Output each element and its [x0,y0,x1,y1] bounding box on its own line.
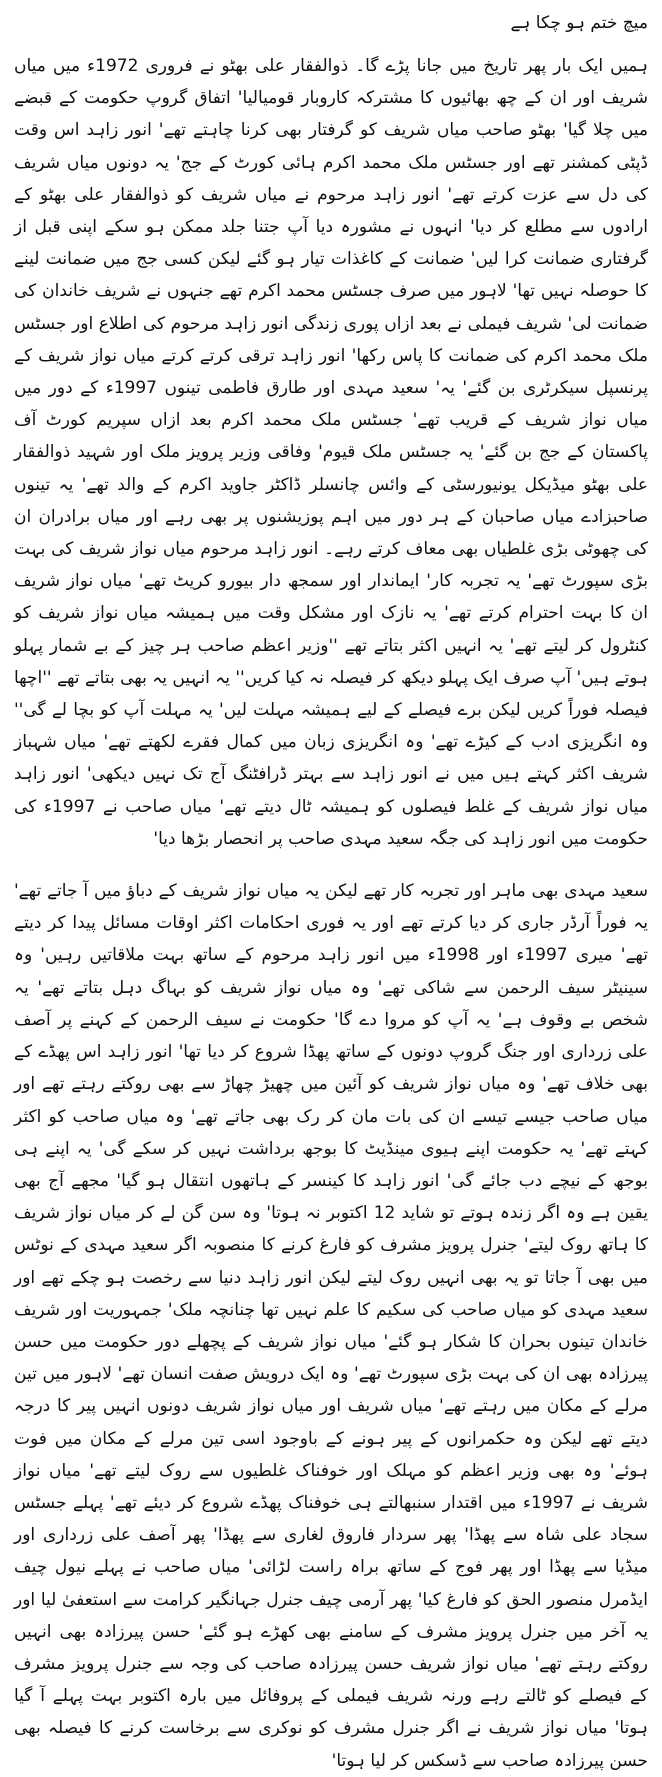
article-column [14,0,648,1777]
article-headline: میچ ختم ہو چکا ہے [510,13,648,33]
article-paragraph-2: سعید مہدی بھی ماہر اور تجربہ کار تھے لیکن یہ میاں نواز شریف کے دباؤ میں آ جاتے تھے' یہ فوراً آرڈر جاری کر دیا کرتے تھے اور یہ فوری احکامات اکثر اوقات مسائل پیدا کر دیتے تھے' میری 1997ء اور 1998ء میں انور زاہد مرحوم کے ساتھ بہت ملاقاتیں رہیں' وہ سینیٹر سیف الرحمن سے شاکی تھے' وہ میاں نواز شریف کو بہاگ دہل بتاتے تھے' یہ شخص بے وقوف ہے' یہ آپ کو مروا دے گا' حکومت نے سیف الرحمن کے کہنے پر آصف علی زرداری اور جنگ گروپ دونوں کے ساتھ پھڈا شروع کر دیا تھا' انور زاہد اس پھڈے کے بھی خلاف تھے' وہ میاں نواز شریف کو آئین میں چھیڑ چھاڑ سے بھی روکتے رہتے تھے اور میاں صاحب جیسے تیسے ان کی بات مان کر رک بھی جاتے تھے' وہ میاں صاحب کو اکثر کہتے تھے' یہ حکومت اپنے ہیوی مینڈیٹ کا بوجھ برداشت نہیں کر سکے گی' یہ اپنے ہی بوجھ کے نیچے دب جائے گی' انور زاہد کا کینسر کے ہاتھوں انتقال ہو گیا' مجھے آج بھی یقین ہے وہ اگر زندہ ہوتے تو شاید 12 اکتوبر نہ ہوتا' وہ سن گن لے کر میاں نواز شریف کا ہاتھ روک لیتے' جنرل پرویز مشرف کو فارغ کرنے کا منصوبہ اگر سعید مہدی کے نوٹس میں بھی آ جاتا تو یہ بھی انہیں روک لیتے لیکن انور زاہد دنیا سے رخصت ہو چکے تھے اور سعید مہدی کو میاں صاحب کی سکیم کا علم نہیں تھا چنانچہ ملک' جمہوریت اور شریف خاندان تینوں بحران کا شکار ہو گئے' میاں نواز شریف کے پچھلے دور حکومت میں حسن پیرزادہ بھی ان کی بہت بڑی سپورٹ تھے' وہ ایک درویش صفت انسان تھے' لاہور میں تین مرلے کے مکان میں رہتے تھے' میاں شریف اور میاں نواز شریف دونوں انہیں پیر کا درجہ دیتے تھے لیکن وہ حکمرانوں کے پیر ہونے کے باوجود اسی تین مرلے کے مکان میں فوت ہوئے' وہ بھی وزیر اعظم کو مہلک اور خوفناک غلطیوں سے روک لیتے تھے' میاں نواز شریف نے 1997ء میں اقتدار سنبھالتے ہی خوفناک پھڈے شروع کر دیئے تھے' پہلے جسٹس سجاد علی شاہ سے پھڈا' پھر سردار فاروق لغاری سے پھڈا' پھر آصف علی زرداری اور میڈیا سے پھڈا اور پھر فوج کے ساتھ براہ راست لڑائی' میاں صاحب نے پہلے نیول چیف ایڈمرل منصور الحق کو فارغ کیا' پھر آرمی چیف جنرل جہانگیر کرامت سے استعفیٰ لیا اور یہ آخر میں جنرل پرویز مشرف کے سامنے بھی کھڑے ہو گئے' حسن پیرزادہ بھی انہیں روکتے رہتے تھے' میاں نواز شریف حسن پیرزادہ صاحب کی وجہ سے جنرل پرویز مشرف کے فیصلے کو ٹالتے رہے ورنہ شریف فیملی کے پروفائل میں بارہ اکتوبر بہت پہلے آ گیا ہوتا' میاں نواز شریف نے اگر جنرل مشرف کو نوکری سے برخاست کرنے کا فیصلہ بھی حسن پیرزادہ صاحب سے ڈسکس کر لیا ہوتا' [14,881,648,1771]
article-paragraph-1: ہمیں ایک بار پھر تاریخ میں جانا پڑے گا۔ ذوالفقار علی بھٹو نے فروری 1972ء میں میاں شریف اور ان کے چھ بھائیوں کا مشترکہ کاروبار قومیالیا' اتفاق گروپ حکومت کے قبضے میں چلا گیا' بھٹو صاحب میاں شریف کو گرفتار بھی کرنا چاہتے تھے' انور زاہد اس وقت ڈپٹی کمشنر تھے اور جسٹس ملک محمد اکرم ہائی کورٹ کے جج' یہ دونوں میاں شریف کی دل سے عزت کرتے تھے' انور زاہد مرحوم نے میاں شریف کو ذوالفقار علی بھٹو کے ارادوں سے مطلع کر دیا' انہوں نے مشورہ دیا آپ جتنا جلد ممکن ہو سکے اپنی قبل از گرفتاری ضمانت کرا لیں' ضمانت کے کاغذات تیار ہو گئے لیکن کسی جج میں ضمانت لینے کا حوصلہ نہیں تھا' لاہور میں صرف جسٹس محمد اکرم تھے جنہوں نے شریف خاندان کی ضمانت لی' شریف فیملی نے بعد ازاں پوری زندگی انور زاہد مرحوم کی اطلاع اور جسٹس ملک محمد اکرم کی ضمانت کا پاس رکھا' انور زاہد ترقی کرتے کرتے میاں نواز شریف کے پرنسپل سیکرٹری بن گئے' یہ' سعید مہدی اور طارق فاطمی تینوں 1997ء کے دور میں میاں نواز شریف کے قریب تھے' جسٹس ملک محمد اکرم بعد ازاں سپریم کورٹ آف پاکستان کے جج بن گئے' یہ جسٹس ملک قیوم' وفاقی وزیر پرویز ملک اور شہید ذوالفقار علی بھٹو میڈیکل یونیورسٹی کے وائس چانسلر ڈاکٹر جاوید اکرم کے والد تھے' یہ تینوں صاحبزادے میاں صاحبان کے ہر دور میں اہم پوزیشنوں پر بھی رہے اور میاں برادران ان کی چھوٹی بڑی غلطیاں بھی معاف کرتے رہے۔ انور زاہد مرحوم میاں نواز شریف کی بہت بڑی سپورٹ تھے' یہ تجربہ کار' ایماندار اور سمجھ دار بیورو کریٹ تھے' میاں نواز شریف ان کا بہت احترام کرتے تھے' یہ نازک اور مشکل وقت میں ہمیشہ میاں نواز شریف کو کنٹرول کر لیتے تھے' یہ انہیں اکثر بتاتے تھے ''وزیر اعظم صاحب ہر چیز کے بے شمار پہلو ہوتے ہیں' آپ صرف ایک پہلو دیکھ کر فیصلہ نہ کیا کریں'' یہ انہیں یہ بھی بتاتے تھے ''اچھا فیصلہ فوراً کریں لیکن برے فیصلے کے لیے ہمیشہ مہلت لیں' یہ مہلت آپ کو بچا لے گی'' وہ انگریزی ادب کے کیڑے تھے' وہ انگریزی زبان میں کمال فقرے لکھتے تھے' میاں شہباز شریف اکثر کہتے ہیں میں نے انور زاہد سے بہتر ڈرافٹنگ آج تک نہیں دیکھی' انور زاہد میاں نواز شریف کے غلط فیصلوں کو ہمیشہ ٹال دیتے تھے' میاں صاحب نے 1997ء کی حکومت میں انور زاہد کی جگہ سعید مہدی صاحب پر انحصار بڑھا دیا' [14,56,648,849]
